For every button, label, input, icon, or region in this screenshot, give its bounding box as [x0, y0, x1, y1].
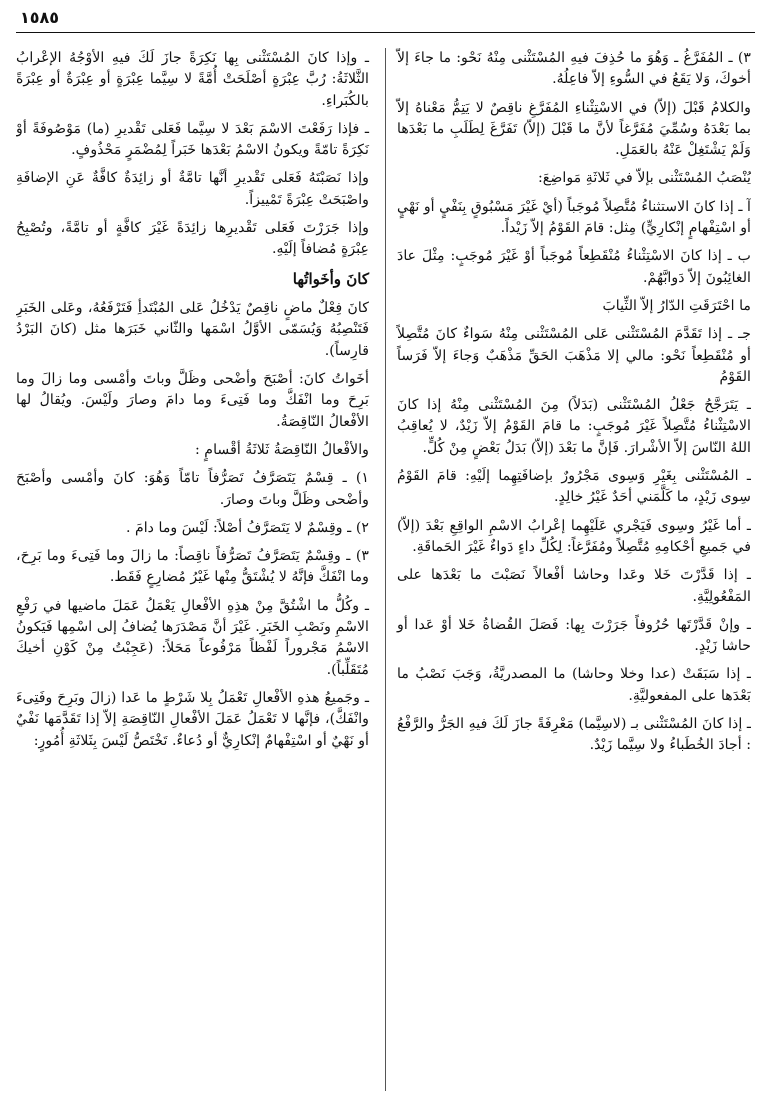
paragraph: والأفْعالُ النّاقِصَةُ ثَلاثَةُ أقْسامٍ :	[195, 441, 369, 458]
left-column	[16, 48, 373, 1091]
right-column	[393, 48, 751, 1091]
paragraph: ـ وإذا كانَ المُسْتَثْنى بِها نَكِرَةً جازَ لَكَ فيهِ الأوْجُهُ الإعْرابُ الثَّلاثَةُ: رُبَّ عِبْرَةٍ أصْلَحَتْ أُمَّةً لا سِيَّما عِبْرَةٍ أو عِبْرَةٌ أو عِبْرَةً بالكُبَراءِ.	[16, 50, 369, 109]
paragraph: يُنْصَبُ المُسْتَثْنى بإلاّ في ثَلاثَةِ مَواضِعَ:	[538, 170, 751, 187]
page-number: ١٥٨٥	[20, 8, 60, 27]
paragraph: ـ فإذا رَفَعْتَ الاسْمَ بَعْدَ لا سِيَّما فَعَلى تَقْديرِ (ما) مَوْصُوفَةً أوْ نَكِرَةً تامّةً ويكونُ الاسْمُ بَعْدَها خَبَراً لِمُضْمَرٍ مَحْذُوفٍ.	[16, 120, 369, 159]
header-rule	[16, 32, 755, 33]
paragraph: ما احْتَرَقَتِ الدّارُ إلاّ الثِّيابَ	[602, 297, 751, 314]
paragraph: وإذا جَرَرْتَ فَعَلى تَقْديرِها زائِدَةً غَيْرَ كافَّةٍ أو تامَّةً، وتُصْبِحُ عِبْرَةٍ مُضافاً إلَيْهِ.	[16, 220, 369, 258]
paragraph: ٣) ـ المُفَرَّغُ ـ وَهُوَ ما حُذِفَ فيهِ المُسْتَثْنى مِنْهُ نَحْو: ما جاءَ إلاّ أخوكَ، وَلا يَقَعُ في السُّوءِ إلاّ فاعِلُهُ.	[397, 50, 751, 88]
paragraph: وإذا نَصَبْتَهُ فَعَلى تَقْديرِ أنَّها تامَّةٌ أو زائِدَةٌ كافَّةٌ عَنِ الإضافَةِ واصْبَحَتْ عِبْرَةً تَمْييزاً.	[16, 170, 369, 208]
column-divider	[385, 48, 386, 1091]
paragraph: ٢) ـ وقِسْمٌ لا يَتَصَرَّفُ أصْلاً: لَيْسَ وما دامَ .	[125, 519, 369, 536]
paragraph: ـ يَتَرَجَّحُ جَعْلُ المُسْتَثْنى (بَدَلاً) مِنَ المُسْتَثْنى مِنْهُ إذا كانَ الاسْتِثْناءُ مُتَّصِلاً غَيْرَ مُوجَبٍ: ما قامَ القَوْمُ إلاّ زَيْدٌ، لا يُعاقِبُ اللهُ النّاسَ إلاّ الأشْرارَ. فَإنَّ ما بَعْدَ (إلاّ) بَدَلُ بَعْضٍ مِنْ كُلٍّ.	[397, 397, 751, 456]
paragraph: أخَواتُ كانَ: أصْبَحَ وأضْحى وظَلَّ وباتَ وأمْسى وما زالَ وما بَرِحَ وما انْفَكَّ وما فَتِىءَ وما دامَ وصارَ ولَيْسَ. ويُقالُ لها الأفْعالُ النّاقِصَةُ.	[16, 371, 369, 430]
paragraph: ـ وجَميعُ هذهِ الأفْعالِ تَعْمَلُ بِلا شَرْطٍ ما عَدا (زالَ وبَرِحَ وفَتِىءَ وانْفَكَّ)، فإنَّها لا تَعْمَلُ عَمَلَ الأفْعالِ النّاقِصَةِ إلاّ إذا تَقَدَّمَها نَفْيٌ أو نَهْيٌ أو اسْتِفْهامٌ إنْكارِيٌّ أو دُعاءٌ. تَخْتَصُّ لَيْسَ بِثَلاثَةِ أُمُورٍ:	[16, 689, 369, 749]
paragraph: آ ـ إذا كانَ الاستثناءُ مُتَّصِلاً مُوجَباً (أيْ غَيْرَ مَسْبُوقٍ بِنَفْيٍ أو نَهْيٍ أو اسْتِفْهامٍ إنْكارِيٍّ) مِثل: قامَ القَوْمُ إلاّ زَيْداً.	[397, 198, 751, 237]
paragraph: ـ إذا قَدَّرْتَ خَلا وعَدا وحاشا أفْعالاً نَصَبْتَ ما بَعْدَها على المَفْعُولِيَّةِ.	[397, 567, 751, 605]
paragraph: ب ـ إذا كانَ الاسْتِثْناءُ مُنْقَطِعاً مُوجَباً أوْ غَيْرَ مُوجَبٍ: مِثْلَ عادَ الغائِبُونَ إلاّ دَوابَّهُمْ.	[397, 248, 751, 286]
paragraph: ١) ـ قِسْمٌ يَتَصَرَّفُ تَصَرُّفاً تامّاً وَهُوَ: كانَ وأمْسى وأصْبَحَ وأضْحى وظَلَّ وباتَ وصارَ.	[16, 470, 369, 508]
section-heading: كانَ وأخَواتُها	[292, 269, 369, 288]
paragraph: ـ وكُلُّ ما اشْتُقَّ مِنْ هذِهِ الأفْعالِ يَعْمَلُ عَمَلَ ماضيها في رَفْعِ الاسْمِ ونَصْبِ الخَبَرِ. غَيْرَ أنَّ مَصْدَرَها يُضافُ إلى اسْمِها فَيَكونُ الاسْمُ مَجْروراً لَفْظاً مَرْفُوعاً مَحَلاً: (عَجِبْتُ مِنْ كَوْنِ أخيكَ مُتَقَلِّباً).	[16, 597, 369, 678]
paragraph: ـ المُسْتَثْنى بِغَيْرِ وَسِوى مَجْرُورٌ بإضافَتِهِما إلَيْهِ: قامَ القَوْمُ سِوى زَيْدٍ، ما كَلَّمَني أحَدٌ غَيْرُ خالِدٍ.	[397, 468, 751, 506]
paragraph: ـ أما غَيْرُ وسِوى فَيَجْري عَلَيْهِما إعْرابُ الاسْمِ الواقِعِ بَعْدَ (إلاّ) في جَميعِ أحْكامِهِ مُتَّصِلاً ومُفَرَّغاً: لِكُلِّ داءٍ دَواءٌ غَيْرَ الحَماقَةِ.	[397, 517, 751, 555]
paragraph: جـ ـ إذا تَقَدَّمَ المُسْتَثْنى عَلى المُسْتَثْنى مِنْهُ سَواءٌ كانَ مُتَّصِلاً أو مُنْقَطِعاً نَحْو: مالي إلا مَذْهَبَ الحَقِّ مَذْهَبٌ وَجاءَ إلاّ فَرَساً القَوْمُ	[397, 326, 751, 385]
paragraph: ـ إذا كانَ المُسْتَثْنى بـ (لاسِيَّما) مَعْرِفَةً جازَ لَكَ فيهِ الجَرُّ والرَّفْعُ : أجادَ الخُطَباءُ ولا سِيَّما زَيْدٌ.	[397, 716, 751, 754]
paragraph: ـ إذا سَبَقَتْ (عدا وخلا وحاشا) ما المصدريَّةُ، وَجَبَ نَصْبُ ما بَعْدَها على المفعوليَّةِ.	[397, 666, 751, 704]
paragraph: والكلامُ قَبْلَ (إلاّ) في الاسْتِثْناءِ المُفَرَّغِ ناقِصٌ لا يَتِمُّ مَعْناهُ إلاّ بما بَعْدَهُ وسُمِّيَ مُفَرَّغاً لأنَّ ما قَبْلَ (إلاّ) تَفَرَّغَ لِطَلَبِ ما بَعْدَها وَلَمْ يَشْتَغِلْ عَنْهُ بالعَمَلِ.	[397, 99, 751, 159]
paragraph: ـ وإنْ قَدَّرْتَها حُرُوفاً جَرَرْتَ بِها: فَصَلَ القُضاةُ خَلا أوْ عَدا أو حاشا زَيْدٍ.	[397, 616, 751, 655]
paragraph: ٣) ـ وقِسْمٌ يَتَصَرَّفُ تَصَرُّفاً ناقِصاً: ما زالَ وما فَتِىءَ وما بَرِحَ، وما انْفَكَّ فإنَّهُ لا يُشْتَقُّ مِنْها غَيْرُ مُضارِعٍ فَقَط.	[16, 548, 369, 586]
paragraph: كانَ فِعْلٌ ماضٍ ناقِصٌ يَدْخُلُ عَلى المُبْتَدأِ فَتَرْفَعُهُ، وعَلى الخَبَرِ فَتَنْصِبُهُ وَيُسَمّى الأوَّلُ اسْمَها والثّاني خَبَرَها مثل (كانَ البَرْدُ قارِساً).	[16, 300, 369, 359]
